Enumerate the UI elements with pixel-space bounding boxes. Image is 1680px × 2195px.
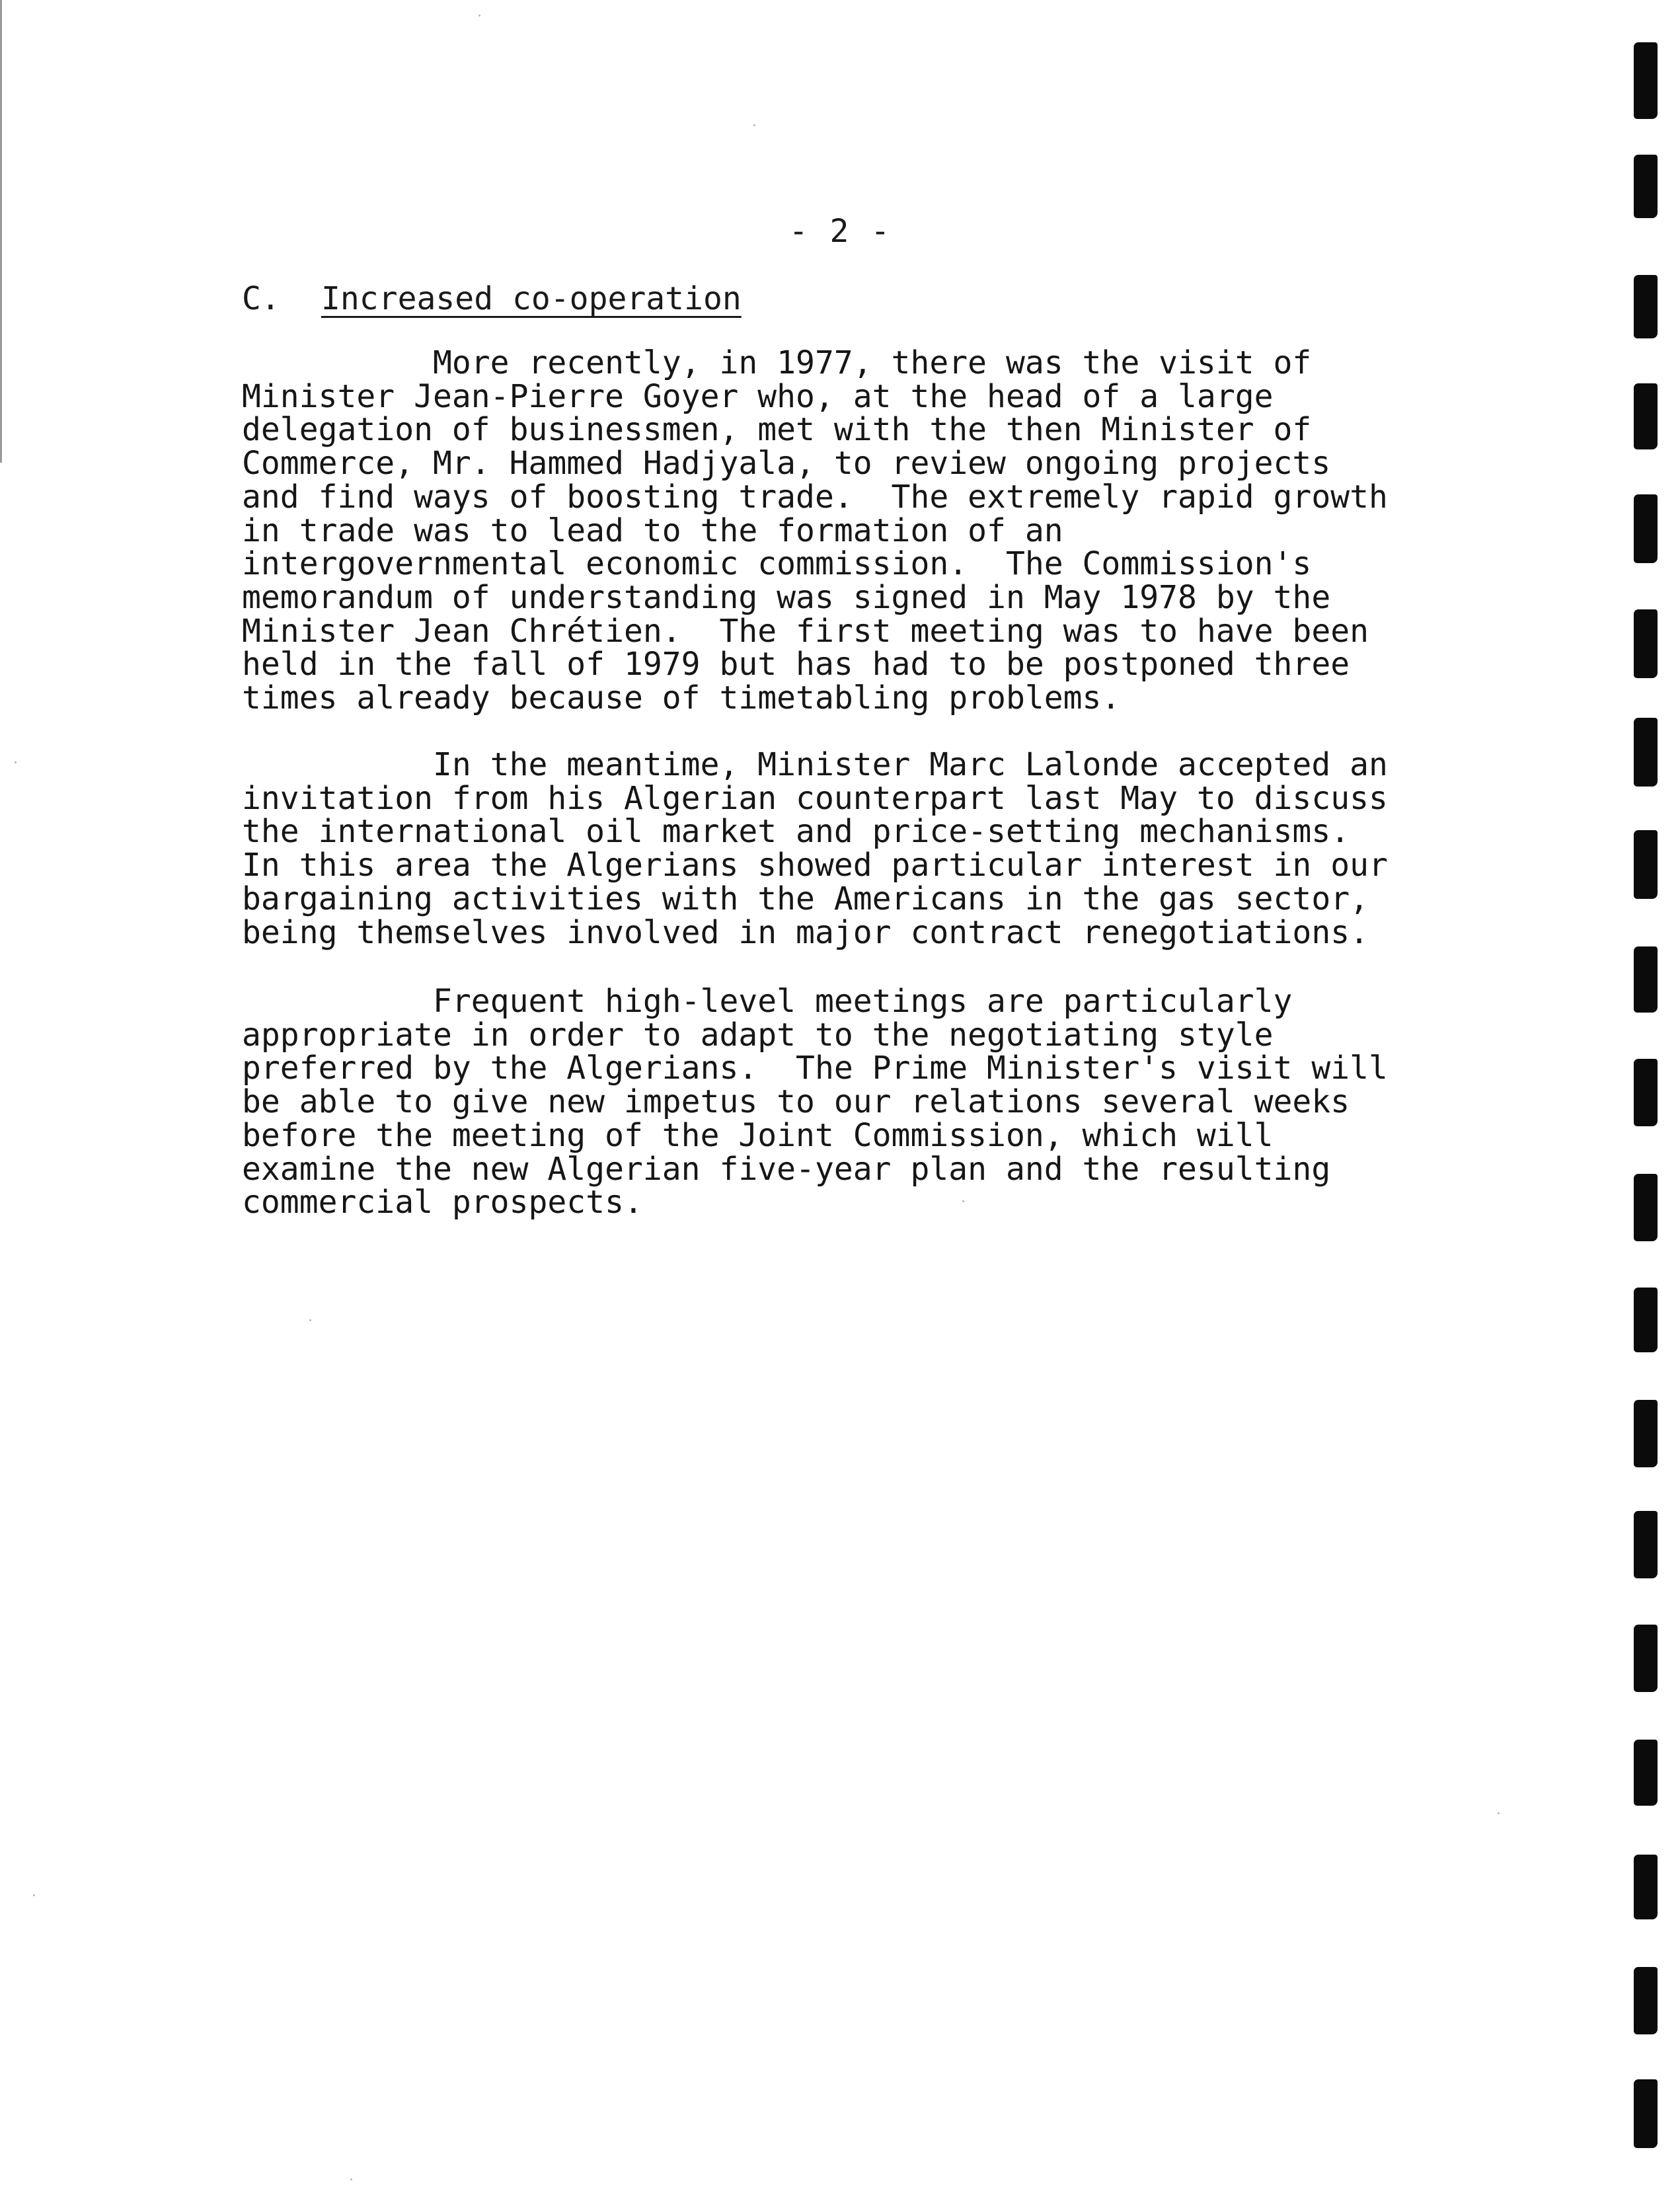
binding-hole-icon: [1634, 609, 1658, 678]
section-title: Increased co-operation: [321, 280, 742, 317]
binding-hole-icon: [1634, 946, 1658, 1013]
binding-hole-icon: [1634, 1288, 1658, 1352]
scan-speck: [478, 15, 480, 17]
scan-speck: [15, 761, 17, 763]
scan-speck: [350, 2178, 352, 2180]
binding-hole-icon: [1634, 1740, 1658, 1806]
binding-hole-icon: [1634, 42, 1658, 119]
binding-hole-icon: [1634, 718, 1658, 787]
binding-hole-icon: [1634, 1174, 1658, 1241]
scan-speck: [962, 1200, 964, 1202]
paragraph-increased-cooperation: More recently, in 1977, there was the visit of Minister Jean-Pierre Goyer who, at the head of a large delegation of businessmen, met with the then Minister of Commerce, Mr. Hammed Hadjyala, to review ongoing projects and find ways of boosting trade. The extremely rapid growth in trade was to lead to the formation of an intergovernmental economic commission. The Commission's memorandum of understanding was signed in May 1978 by the Minister Jean Chrétien. The first meeting was to have been held in the fall of 1979 but has had to be postponed three times already because of timetabling problems.: [242, 344, 1388, 717]
binding-hole-icon: [1634, 1059, 1658, 1126]
scan-speck: [33, 1894, 35, 1896]
scan-speck: [309, 1319, 311, 1321]
paragraph-high-level-meetings: Frequent high-level meetings are particularly appropriate in order to adapt to the negotiating style preferred by the Algerians. The Prime Minister's visit will be able to give new impetus to our relations several weeks before the meeting of the Joint Commission, which will examine the new Algerian five-year plan and the resulting commercial prospects.: [242, 983, 1388, 1221]
binding-hole-icon: [1634, 383, 1658, 449]
binding-hole-icon: [1634, 1855, 1658, 1919]
binding-hole-icon: [1634, 494, 1658, 563]
page-number: - 2 -: [788, 213, 892, 250]
scan-speck: [753, 124, 755, 126]
binding-hole-icon: [1634, 1625, 1658, 1692]
scan-speck: [1498, 1812, 1500, 1814]
binding-hole-icon: [1634, 1967, 1658, 2034]
binding-hole-icon: [1634, 1511, 1658, 1578]
section-heading: [242, 280, 742, 317]
binding-holes: [1627, 0, 1667, 2195]
binding-hole-icon: [1634, 1400, 1658, 1467]
paragraph-oil-market: In the meantime, Minister Marc Lalonde accepted an invitation from his Algerian counterpart last May to discuss the international oil market and price-setting mechanisms. In this area the Algerians showed particular interest in our bargaining activities with the Americans in the gas sector, being themselves involved in major contract renegotiations.: [242, 746, 1388, 951]
binding-hole-icon: [1634, 830, 1658, 899]
binding-hole-icon: [1634, 275, 1658, 338]
binding-hole-icon: [1634, 155, 1658, 218]
section-marker: C.: [242, 280, 280, 317]
binding-hole-icon: [1634, 2079, 1658, 2148]
